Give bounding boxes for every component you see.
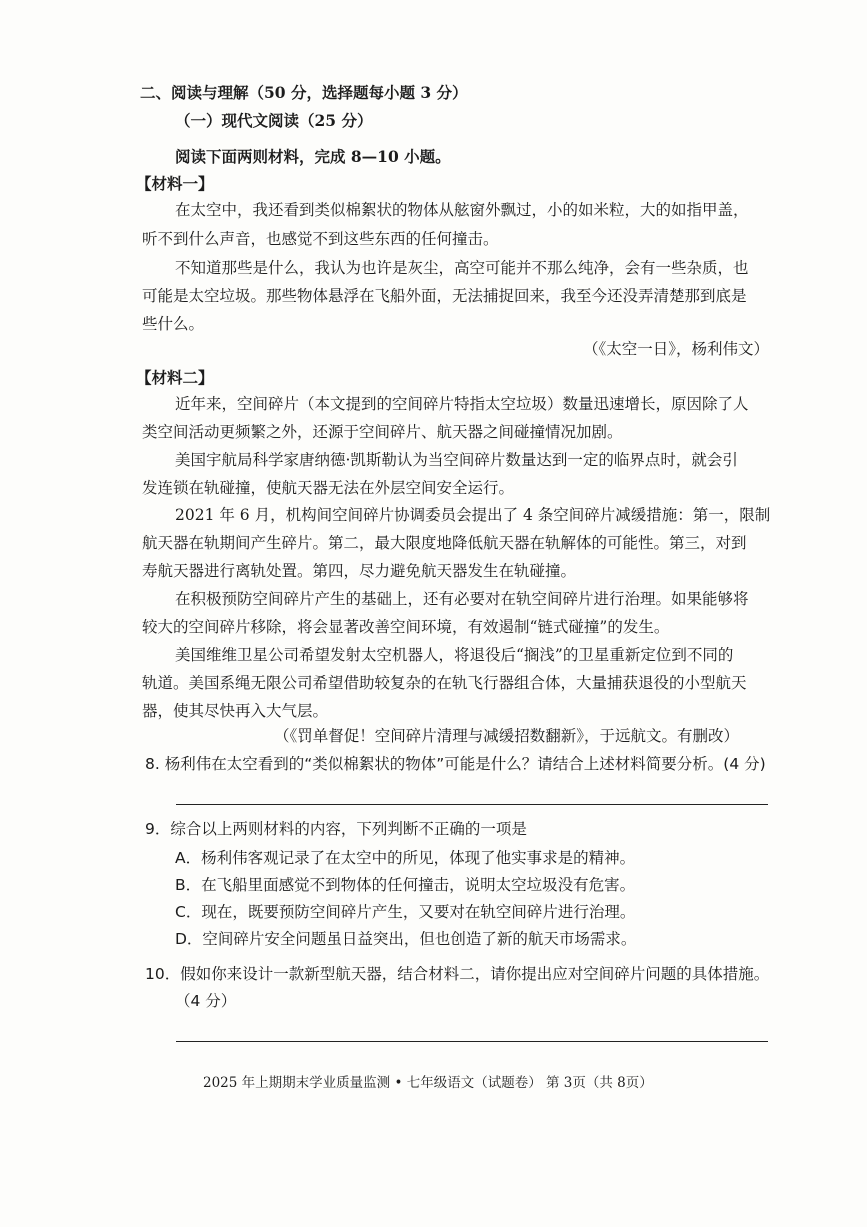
material2-p5-line3: 器，使其尽快再入大气层。 bbox=[142, 702, 329, 720]
material2-p2-line1: 美国宇航局科学家唐纳德·凯斯勒认为当空间碎片数量达到一定的临界点时，就会引 bbox=[175, 451, 738, 469]
q8-answer-line[interactable] bbox=[176, 804, 768, 805]
question-8: 8. 杨利伟在太空看到的“类似棉絮状的物体”可能是什么？请结合上述材料简要分析。(4 分) bbox=[145, 755, 766, 773]
q10-points: （4 分） bbox=[175, 992, 237, 1010]
section-heading: 二、阅读与理解（50 分，选择题每小题 3 分） bbox=[140, 83, 468, 102]
material1-p2-line2: 可能是太空垃圾。那些物体悬浮在飞船外面，无法捕捉回来，我至今还没弄清楚那到底是 bbox=[142, 287, 747, 305]
material1-p2-line3: 些什么。 bbox=[142, 315, 205, 333]
page-footer: 2025 年上期期末学业质量监测 • 七年级语文（试题卷） 第 3页（共 8页） bbox=[203, 1075, 653, 1091]
material2-p4-line1: 在积极预防空间碎片产生的基础上，还有必要对在轨空间碎片进行治理。如果能够将 bbox=[175, 590, 749, 608]
material2-p5-line2: 轨道。美国系绳无限公司希望借助较复杂的在轨飞行器组合体，大量捕获退役的小型航天 bbox=[142, 674, 747, 692]
material1-p1-line2: 听不到什么声音，也感觉不到这些东西的任何撞击。 bbox=[142, 230, 499, 248]
material1-p2-line1: 不知道那些是什么，我认为也许是灰尘，高空可能并不那么纯净，会有一些杂质，也 bbox=[175, 259, 749, 277]
material1-source: （《太空一日》，杨利伟文） bbox=[583, 340, 770, 358]
material1-p1-line1: 在太空中，我还看到类似棉絮状的物体从舷窗外飘过，小的如米粒，大的如指甲盖， bbox=[175, 201, 749, 219]
material2-p5-line1: 美国维维卫星公司希望发射太空机器人，将退役后“搁浅”的卫星重新定位到不同的 bbox=[175, 646, 734, 664]
q10-answer-line[interactable] bbox=[176, 1041, 768, 1042]
material2-source: （《罚单督促！空间碎片清理与减缓招数翻新》，于远航文。有删改） bbox=[274, 727, 740, 745]
q9-option-c[interactable]: C．现在，既要预防空间碎片产生，又要对在轨空间碎片进行治理。 bbox=[175, 903, 636, 921]
question-10: 10．假如你来设计一款新型航天器，结合材料二，请你提出应对空间碎片问题的具体措施。 bbox=[145, 965, 770, 983]
material2-p2-line2: 发连锁在轨碰撞，使航天器无法在外层空间安全运行。 bbox=[142, 479, 515, 497]
material2-p3-line3: 寿航天器进行离轨处置。第四，尽力避免航天器发生在轨碰撞。 bbox=[142, 562, 577, 580]
section-subheading: （一）现代文阅读（25 分） bbox=[175, 111, 373, 130]
material2-p3-line2: 航天器在轨期间产生碎片。第二，最大限度地降低航天器在轨解体的可能性。第三，对到 bbox=[142, 534, 747, 552]
q9-option-b[interactable]: B．在飞船里面感觉不到物体的任何撞击，说明太空垃圾没有危害。 bbox=[175, 876, 636, 894]
material2-p1-line2: 类空间活动更频繁之外，还源于空间碎片、航天器之间碰撞情况加剧。 bbox=[142, 423, 623, 441]
question-9: 9．综合以上两则材料的内容，下列判断不正确的一项是 bbox=[145, 820, 527, 838]
material2-label: 【材料二】 bbox=[136, 368, 214, 387]
reading-instruction: 阅读下面两则材料，完成 8—10 小题。 bbox=[175, 147, 451, 166]
material2-p3-line1: 2021 年 6 月，机构间空间碎片协调委员会提出了 4 条空间碎片减缓措施：第一，限制 bbox=[175, 506, 771, 524]
q9-option-d[interactable]: D．空间碎片安全问题虽日益突出，但也创造了新的航天市场需求。 bbox=[175, 930, 637, 948]
material2-p1-line1: 近年来，空间碎片（本文提到的空间碎片特指太空垃圾）数量迅速增长，原因除了人 bbox=[175, 395, 749, 413]
material1-label: 【材料一】 bbox=[136, 174, 214, 193]
q9-option-a[interactable]: A．杨利伟客观记录了在太空中的所见，体现了他实事求是的精神。 bbox=[175, 849, 636, 867]
material2-p4-line2: 较大的空间碎片移除，将会显著改善空间环境，有效遏制“链式碰撞”的发生。 bbox=[142, 618, 670, 636]
